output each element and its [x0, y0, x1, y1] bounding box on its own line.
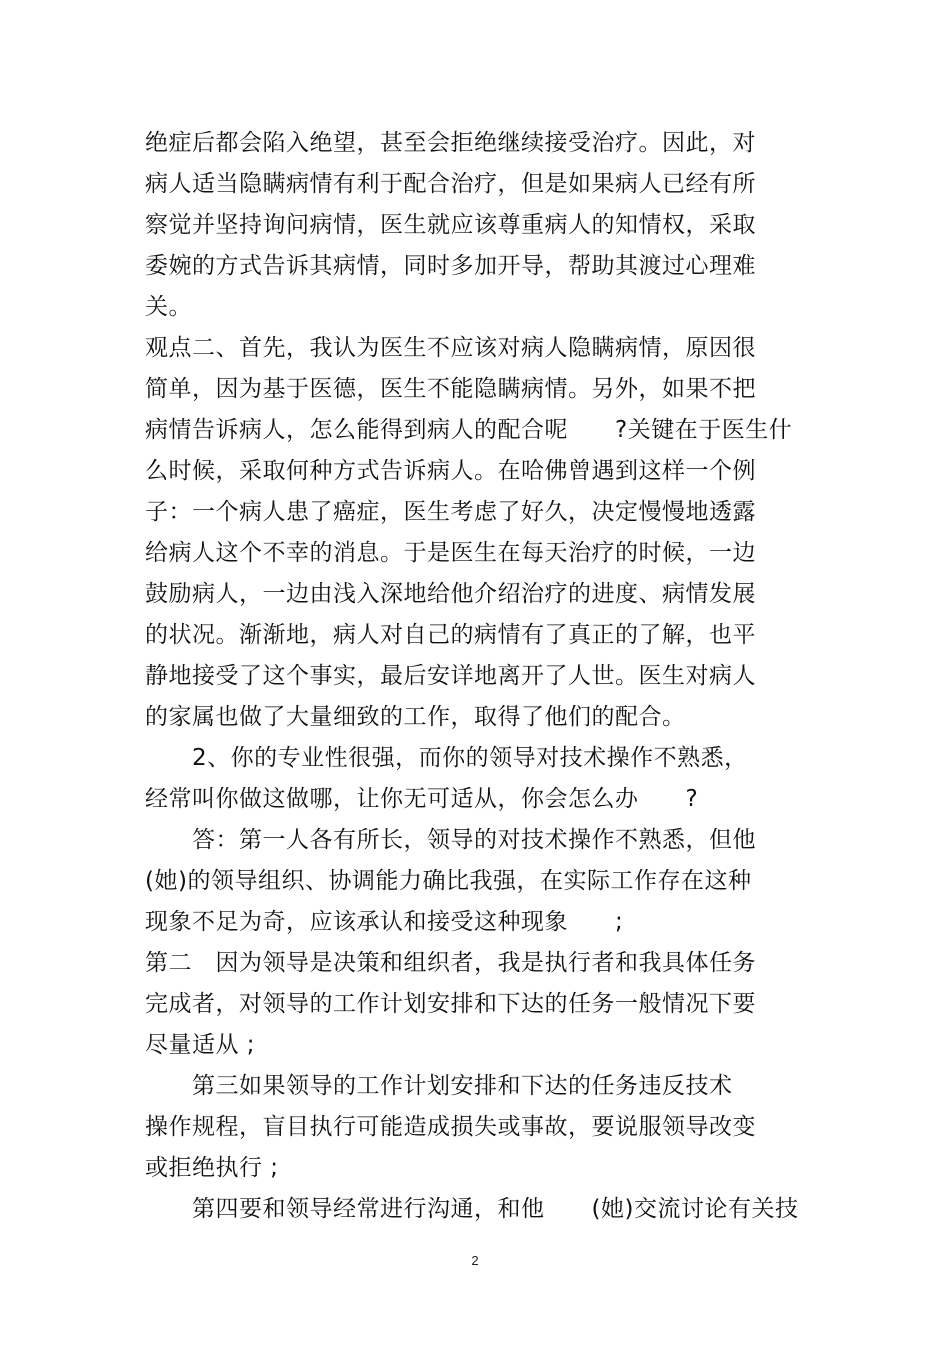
- page-number: 2: [471, 1253, 479, 1268]
- text-line: 第二 因为领导是决策和组织者，我是执行者和我具体任务: [145, 950, 756, 976]
- text-line: 现象不足为奇，应该承认和接受这种现象 ;: [145, 909, 624, 935]
- text-line: 或拒绝执行 ;: [145, 1155, 279, 1181]
- text-line: 尽量适从 ;: [145, 1032, 256, 1058]
- text-line: 病情告诉病人，怎么能得到病人的配合呢 ?关键在于医生什: [145, 417, 793, 443]
- text-line: 操作规程，盲目执行可能造成损失或事故，要说服领导改变: [145, 1114, 756, 1140]
- text-line: 关。: [145, 294, 192, 320]
- text-line: 绝症后都会陷入绝望，甚至会拒绝继续接受治疗。因此，对: [145, 130, 756, 156]
- text-line: 经常叫你做这做哪，让你无可适从，你会怎么办 ?: [145, 786, 699, 812]
- text-line: 观点二、首先，我认为医生不应该对病人隐瞒病情，原因很: [145, 335, 756, 361]
- text-line: 简单，因为基于医德，医生不能隐瞒病情。另外，如果不把: [145, 376, 756, 402]
- text-line: (她)的领导组织、协调能力确比我强，在实际工作存在这种: [145, 868, 752, 894]
- text-line: 鼓励病人，一边由浅入深地给他介绍治疗的进度、病情发展: [145, 581, 756, 607]
- text-line: 第四要和领导经常进行沟通，和他 (她)交流讨论有关技: [192, 1196, 799, 1222]
- text-line: 完成者，对领导的工作计划安排和下达的任务一般情况下要: [145, 991, 756, 1017]
- question-line: 2、你的专业性很强，而你的领导对技术操作不熟悉，: [192, 745, 748, 771]
- text-line: 的状况。渐渐地，病人对自己的病情有了真正的了解，也平: [145, 622, 756, 648]
- text-line: 子：一个病人患了癌症，医生考虑了好久，决定慢慢地透露: [145, 499, 756, 525]
- answer-line: 答：第一人各有所长，领导的对技术操作不熟悉，但他: [192, 827, 756, 853]
- text-line: 么时候，采取何种方式告诉病人。在哈佛曾遇到这样一个例: [145, 458, 756, 484]
- text-line: 的家属也做了大量细致的工作，取得了他们的配合。: [145, 704, 686, 730]
- text-line: 委婉的方式告诉其病情，同时多加开导，帮助其渡过心理难: [145, 253, 756, 279]
- text-line: 第三如果领导的工作计划安排和下达的任务违反技术: [192, 1073, 733, 1099]
- text-line: 静地接受了这个事实，最后安详地离开了人世。医生对病人: [145, 663, 756, 689]
- text-line: 察觉并坚持询问病情，医生就应该尊重病人的知情权，采取: [145, 212, 756, 238]
- text-line: 给病人这个不幸的消息。于是医生在每天治疗的时候，一边: [145, 540, 756, 566]
- text-line: 病人适当隐瞒病情有利于配合治疗，但是如果病人已经有所: [145, 171, 756, 197]
